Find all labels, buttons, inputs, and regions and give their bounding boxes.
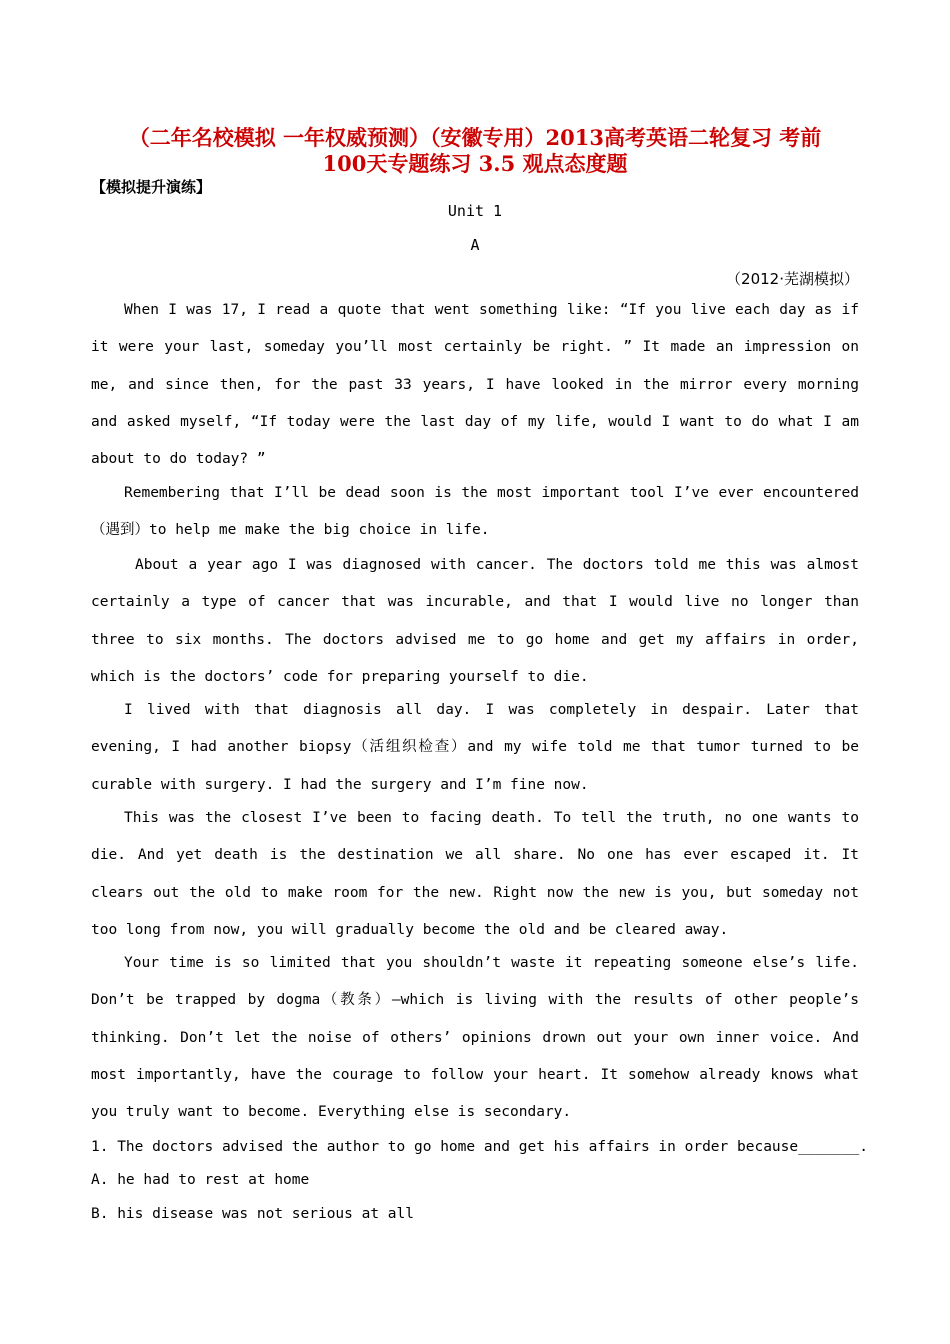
document-title-line2: 100天专题练习 3.5 观点态度题: [322, 151, 628, 176]
question-1-option-b: B. his disease was not serious at all: [91, 1206, 415, 1222]
passage-source: （2012·芜湖模拟）: [726, 270, 859, 288]
passage-paragraph-5: This was the closest I’ve been to facing death. To tell the truth, no one wants to die. And yet death is the destination we all share. No one has ever escaped it. It clears out the old to make room for the new. Right now the new is you, but someday not too long from now, you will gradually become the old and be cleared away.: [91, 810, 859, 938]
passage-paragraph-4: I lived with that diagnosis all day. I was completely in despair. Later that evening, I had another biopsy（活组织检查）and my wife told me that tumor turned to be curable with surgery. I had the surgery and I’m fine now.: [91, 702, 859, 793]
passage-paragraph-3: About a year ago I was diagnosed with cancer. The doctors told me this was almost certainly a type of cancer that was incurable, and that I would live no longer than three to six months. The doctors advised me to go home and get my affairs in order, which is the doctors’ code for preparing yourself to die.: [91, 557, 859, 685]
section-tag: 【模拟提升演练】: [91, 178, 212, 196]
question-1-option-a: A. he had to rest at home: [91, 1172, 310, 1188]
question-1-stem: 1. The doctors advised the author to go home and get his affairs in order because_______.: [91, 1139, 868, 1155]
passage-paragraph-1: When I was 17, I read a quote that went something like: “If you live each day as if it were your last, someday you’ll most certainly be right. ” It made an impression on me, and since then, for the past 33 years, I have looked in the mirror every morning and asked myself, “If today were the last day of my life, would I want to do what I am about to do today? ”: [91, 302, 859, 468]
passage-letter: A: [470, 236, 480, 254]
document-title-line1: （二年名校模拟 一年权威预测）（安徽专用）2013高考英语二轮复习 考前: [128, 125, 822, 150]
passage-paragraph-2: Remembering that I’ll be dead soon is the most important tool I’ve ever encountered（遇到）to help me make the big choice in life.: [91, 485, 859, 539]
passage-paragraph-6: Your time is so limited that you shouldn’t waste it repeating someone else’s life. Don’t be trapped by dogma（教条）—which is living with the results of other people’s thinking. Don’t let the noise of others’ opinions drown out your own inner voice. And most importantly, have the courage to follow your heart. It somehow already knows what you truly want to become. Everything else is secondary.: [91, 955, 859, 1121]
unit-heading: Unit 1: [447, 202, 503, 220]
